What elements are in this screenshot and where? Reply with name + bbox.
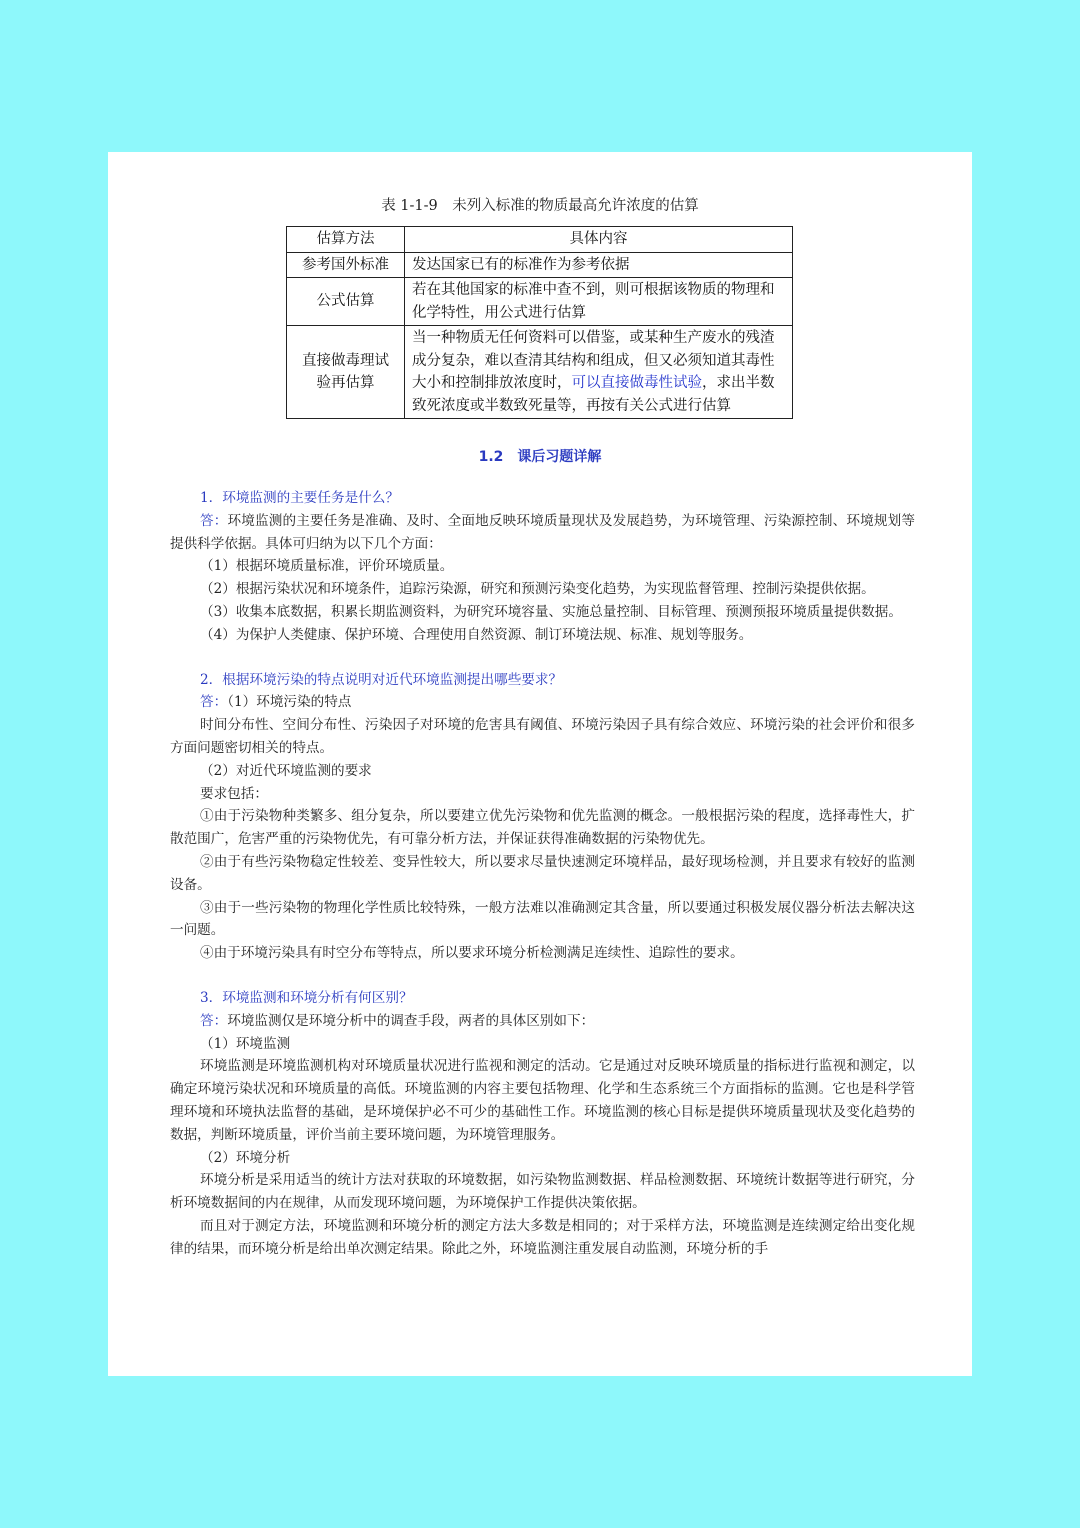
answer-1-item: （2）根据污染状况和环境条件，追踪污染源，研究和预测污染变化趋势，为实现监督管理、控制污染提供依据。 xyxy=(200,581,875,598)
section-heading: 1.2 课后习题详解 xyxy=(478,449,602,465)
answer-2-req-intro: 要求包括： xyxy=(200,785,268,802)
answer-2-item: ④由于环境污染具有时空分布等特点，所以要求环境分析检测满足连续性、追踪性的要求。 xyxy=(200,945,744,962)
answer-label: 答： xyxy=(200,512,228,529)
table-row xyxy=(287,278,793,326)
answer-2-item: ②由于有些污染物稳定性较差、变异性较大，所以要求尽量快速测定环境样品，最好现场检测，并且要求有较好的监测设备。 xyxy=(170,853,915,893)
answer-1-item: （3）收集本底数据，积累长期监测资料，为研究环境容量、实施总量控制、目标管理、预测预报环境质量提供数据。 xyxy=(200,603,902,620)
question-1: 1．环境监测的主要任务是什么？ xyxy=(200,490,399,506)
table-cell-content-highlight: 可以直接做毒性试验 xyxy=(571,375,702,391)
answer-3-text: 环境监测仅是环境分析中的调查手段，两者的具体区别如下： xyxy=(227,1012,595,1029)
answer-3-subheading: （2）环境分析 xyxy=(200,1149,291,1166)
document-page xyxy=(108,152,972,1376)
table-header-content: 具体内容 xyxy=(405,227,793,253)
table-cell-method: 参考国外标准 xyxy=(287,252,405,278)
answer-1-item: （4）为保护人类健康、保护环境、合理使用自然资源、制订环境法规、标准、规划等服务。 xyxy=(200,626,753,643)
table-cell-content-post: ，求出半数致死浓度或半数致死量等，再按有关公式进行估算 xyxy=(412,375,775,414)
answer-3-paragraph: 环境分析是采用适当的统计方法对获取的环境数据，如污染物监测数据、样品检测数据、环境统计数据等进行研究，分析环境数据间的内在规律，从而发现环境问题，为环境保护工作提供决策依据。 xyxy=(170,1172,915,1212)
table-row xyxy=(287,252,793,278)
answer-2-item: ③由于一些污染物的物理化学性质比较特殊，一般方法难以准确测定其含量，所以要通过积极发展仪器分析法去解决这一问题。 xyxy=(170,899,915,939)
table-cell-content-pre: 当一种物质无任何资料可以借鉴，或某种生产废水的残渣成分复杂，难以查清其结构和组成，但又必须知道其毒性大小和控制排放浓度时， xyxy=(412,330,775,391)
table-caption: 表 1-1-9 未列入标准的物质最高允许浓度的估算 xyxy=(381,198,699,214)
answer-2-item: ①由于污染物种类繁多、组分复杂，所以要建立优先污染物和优先监测的概念。一般根据污染的程度，选择毒性大，扩散范围广，危害严重的污染物优先，有可靠分析方法，并保证获得准确数据的污染物优先。 xyxy=(170,808,915,848)
answer-2-features: 时间分布性、空间分布性、污染因子对环境的危害具有阈值、环境污染因子具有综合效应、环境污染的社会评价和很多方面问题密切相关的特点。 xyxy=(170,717,915,756)
table-row xyxy=(287,326,793,419)
table-cell-content: 若在其他国家的标准中查不到，则可根据该物质的物理和化学特性，用公式进行估算 xyxy=(405,278,793,326)
answer-1-text: 环境监测的主要任务是准确、及时、全面地反映环境质量现状及发展趋势，为环境管理、污染源控制、环境规划等提供科学依据。具体可归纳为以下几个方面： xyxy=(170,512,916,552)
table-cell-content: 发达国家已有的标准作为参考依据 xyxy=(405,252,793,278)
estimation-table xyxy=(286,226,793,419)
answer-2-text: （1）环境污染的特点 xyxy=(227,694,352,711)
table-cell-content xyxy=(405,326,793,419)
answer-3-paragraph: 环境监测是环境监测机构对环境质量状况进行监视和测定的活动。它是通过对反映环境质量的指标进行监视和测定，以确定环境污染状况和环境质量的高低。环境监测的内容主要包括物理、化学和生态系统三个方面指标的监测。它也是科学管理环境和环境执法监督的基础，是环境保护必不可少的基础性工作。环境监测的核心目标是提供环境质量现状及变化趋势的数据，判断环境质量，评价当前主要环境问题，为环境管理服务。 xyxy=(170,1058,915,1143)
answer-1-item: （1）根据环境质量标准，评价环境质量。 xyxy=(200,558,454,575)
question-3: 3．环境监测和环境分析有何区别？ xyxy=(200,989,413,1006)
answer-label: 答： xyxy=(200,1012,228,1029)
answer-3-paragraph: 而且对于测定方法，环境监测和环境分析的测定方法大多数是相同的；对于采样方法，环境监测是连续测定给出变化规律的结果，而环境分析是给出单次测定结果。除此之外，环境监测注重发展自动监测，环境分析的手 xyxy=(170,1217,915,1257)
answer-2 xyxy=(170,691,915,714)
table-cell-method xyxy=(287,326,405,419)
table-header-row xyxy=(287,227,793,253)
table-cell-method-text: 直接做毒理试验再估算 xyxy=(302,352,389,391)
answer-3-subheading: （1）环境监测 xyxy=(200,1035,291,1052)
exercise-body xyxy=(170,487,915,1261)
question-2: 2．根据环境污染的特点说明对近代环境监测提出哪些要求？ xyxy=(200,671,563,688)
answer-3 xyxy=(170,1010,915,1033)
answer-1 xyxy=(170,510,915,556)
table-cell-method: 公式估算 xyxy=(287,278,405,326)
answer-label: 答： xyxy=(200,694,228,711)
answer-2-subheading: （2）对近代环境监测的要求 xyxy=(200,762,372,779)
table-header-method: 估算方法 xyxy=(287,227,405,253)
